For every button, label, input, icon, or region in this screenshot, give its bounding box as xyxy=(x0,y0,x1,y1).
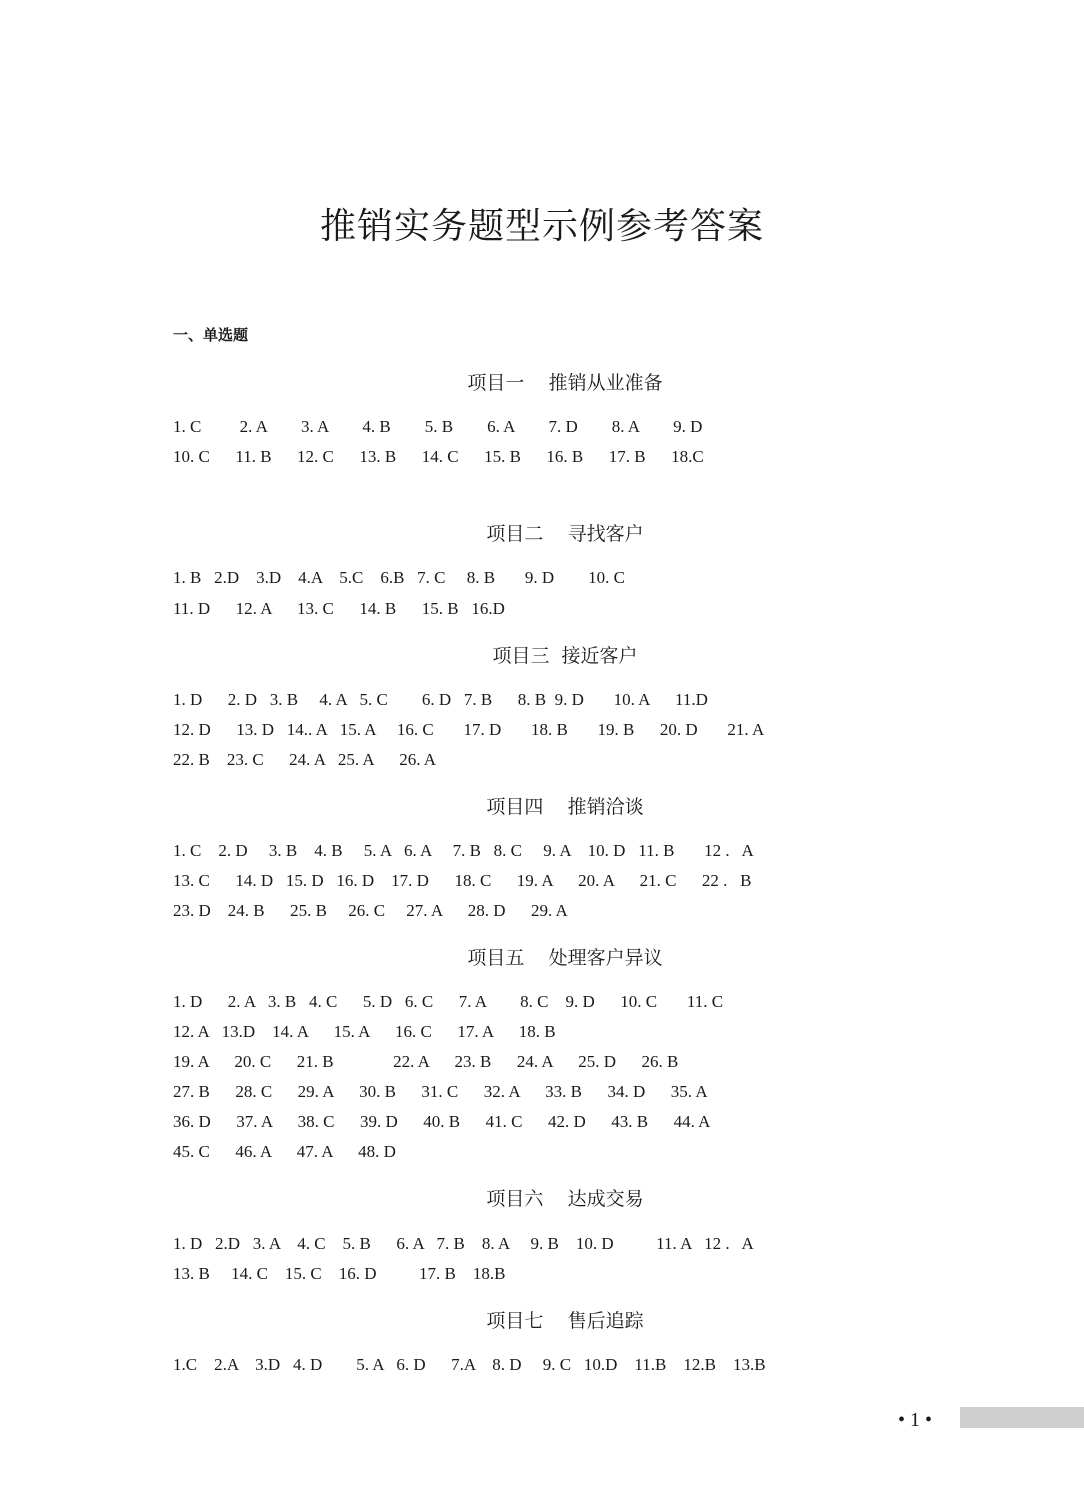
answer-line: 13. C 14. D 15. D 16. D 17. D 18. C 19. A 20. A 21. C 22 . B xyxy=(173,871,752,890)
project-4-heading: 项目四 推销洽谈 xyxy=(486,796,644,818)
project-7-heading: 项目七 售后追踪 xyxy=(486,1310,644,1332)
page-number: • 1 • xyxy=(898,1409,933,1431)
answer-line: 19. A 20. C 21. B 22. A 23. B 24. A 25. D 26. B xyxy=(173,1052,679,1071)
answer-line: 12. A 13.D 14. A 15. A 16. C 17. A 18. B xyxy=(173,1022,556,1041)
page-title: 推销实务题型示例参考答案 xyxy=(319,206,764,247)
answer-line: 10. C 11. B 12. C 13. B 14. C 15. B 16. B 17. B 18.C xyxy=(173,447,704,466)
answer-line: 1. D 2. D 3. B 4. A 5. C 6. D 7. B 8. B 9. D 10. A 11.D xyxy=(173,690,708,709)
answer-line: 1. D 2. A 3. B 4. C 5. D 6. C 7. A 8. C 9. D 10. C 11. C xyxy=(173,992,724,1011)
answer-line: 12. D 13. D 14.. A 15. A 16. C 17. D 18. B 19. B 20. D 21. A xyxy=(173,720,765,739)
project-2-heading: 项目二 寻找客户 xyxy=(486,523,644,545)
answer-line: 27. B 28. C 29. A 30. B 31. C 32. A 33. B 34. D 35. A xyxy=(173,1082,708,1101)
project-1-heading: 项目一 推销从业准备 xyxy=(467,372,663,394)
section-heading: 一、单选题 xyxy=(173,326,249,344)
answer-line: 1. D 2.D 3. A 4. C 5. B 6. A 7. B 8. A 9. B 10. D 11. A 12 . A xyxy=(173,1234,754,1253)
answer-line: 36. D 37. A 38. C 39. D 40. B 41. C 42. D 43. B 44. A xyxy=(173,1112,711,1131)
project-6-heading: 项目六 达成交易 xyxy=(486,1188,644,1210)
project-5-heading: 项目五 处理客户异议 xyxy=(467,947,663,969)
answer-line: 11. D 12. A 13. C 14. B 15. B 16.D xyxy=(173,599,505,618)
answer-line: 1.C 2.A 3.D 4. D 5. A 6. D 7.A 8. D 9. C 10.D 11.B 12.B 13.B xyxy=(173,1355,766,1374)
project-3-heading: 项目三 接近客户 xyxy=(492,645,638,667)
answer-line: 22. B 23. C 24. A 25. A 26. A xyxy=(173,750,437,769)
answer-line: 45. C 46. A 47. A 48. D xyxy=(173,1142,396,1161)
footer-bar xyxy=(960,1407,1084,1428)
answer-line: 23. D 24. B 25. B 26. C 27. A 28. D 29. A xyxy=(173,901,568,920)
answer-line: 1. C 2. D 3. B 4. B 5. A 6. A 7. B 8. C 9. A 10. D 11. B 12 . A xyxy=(173,841,754,860)
answer-line: 1. B 2.D 3.D 4.A 5.C 6.B 7. C 8. B 9. D 10. C xyxy=(173,568,625,587)
answer-line: 13. B 14. C 15. C 16. D 17. B 18.B xyxy=(173,1264,506,1283)
answer-line: 1. C 2. A 3. A 4. B 5. B 6. A 7. D 8. A 9. D xyxy=(173,417,703,436)
